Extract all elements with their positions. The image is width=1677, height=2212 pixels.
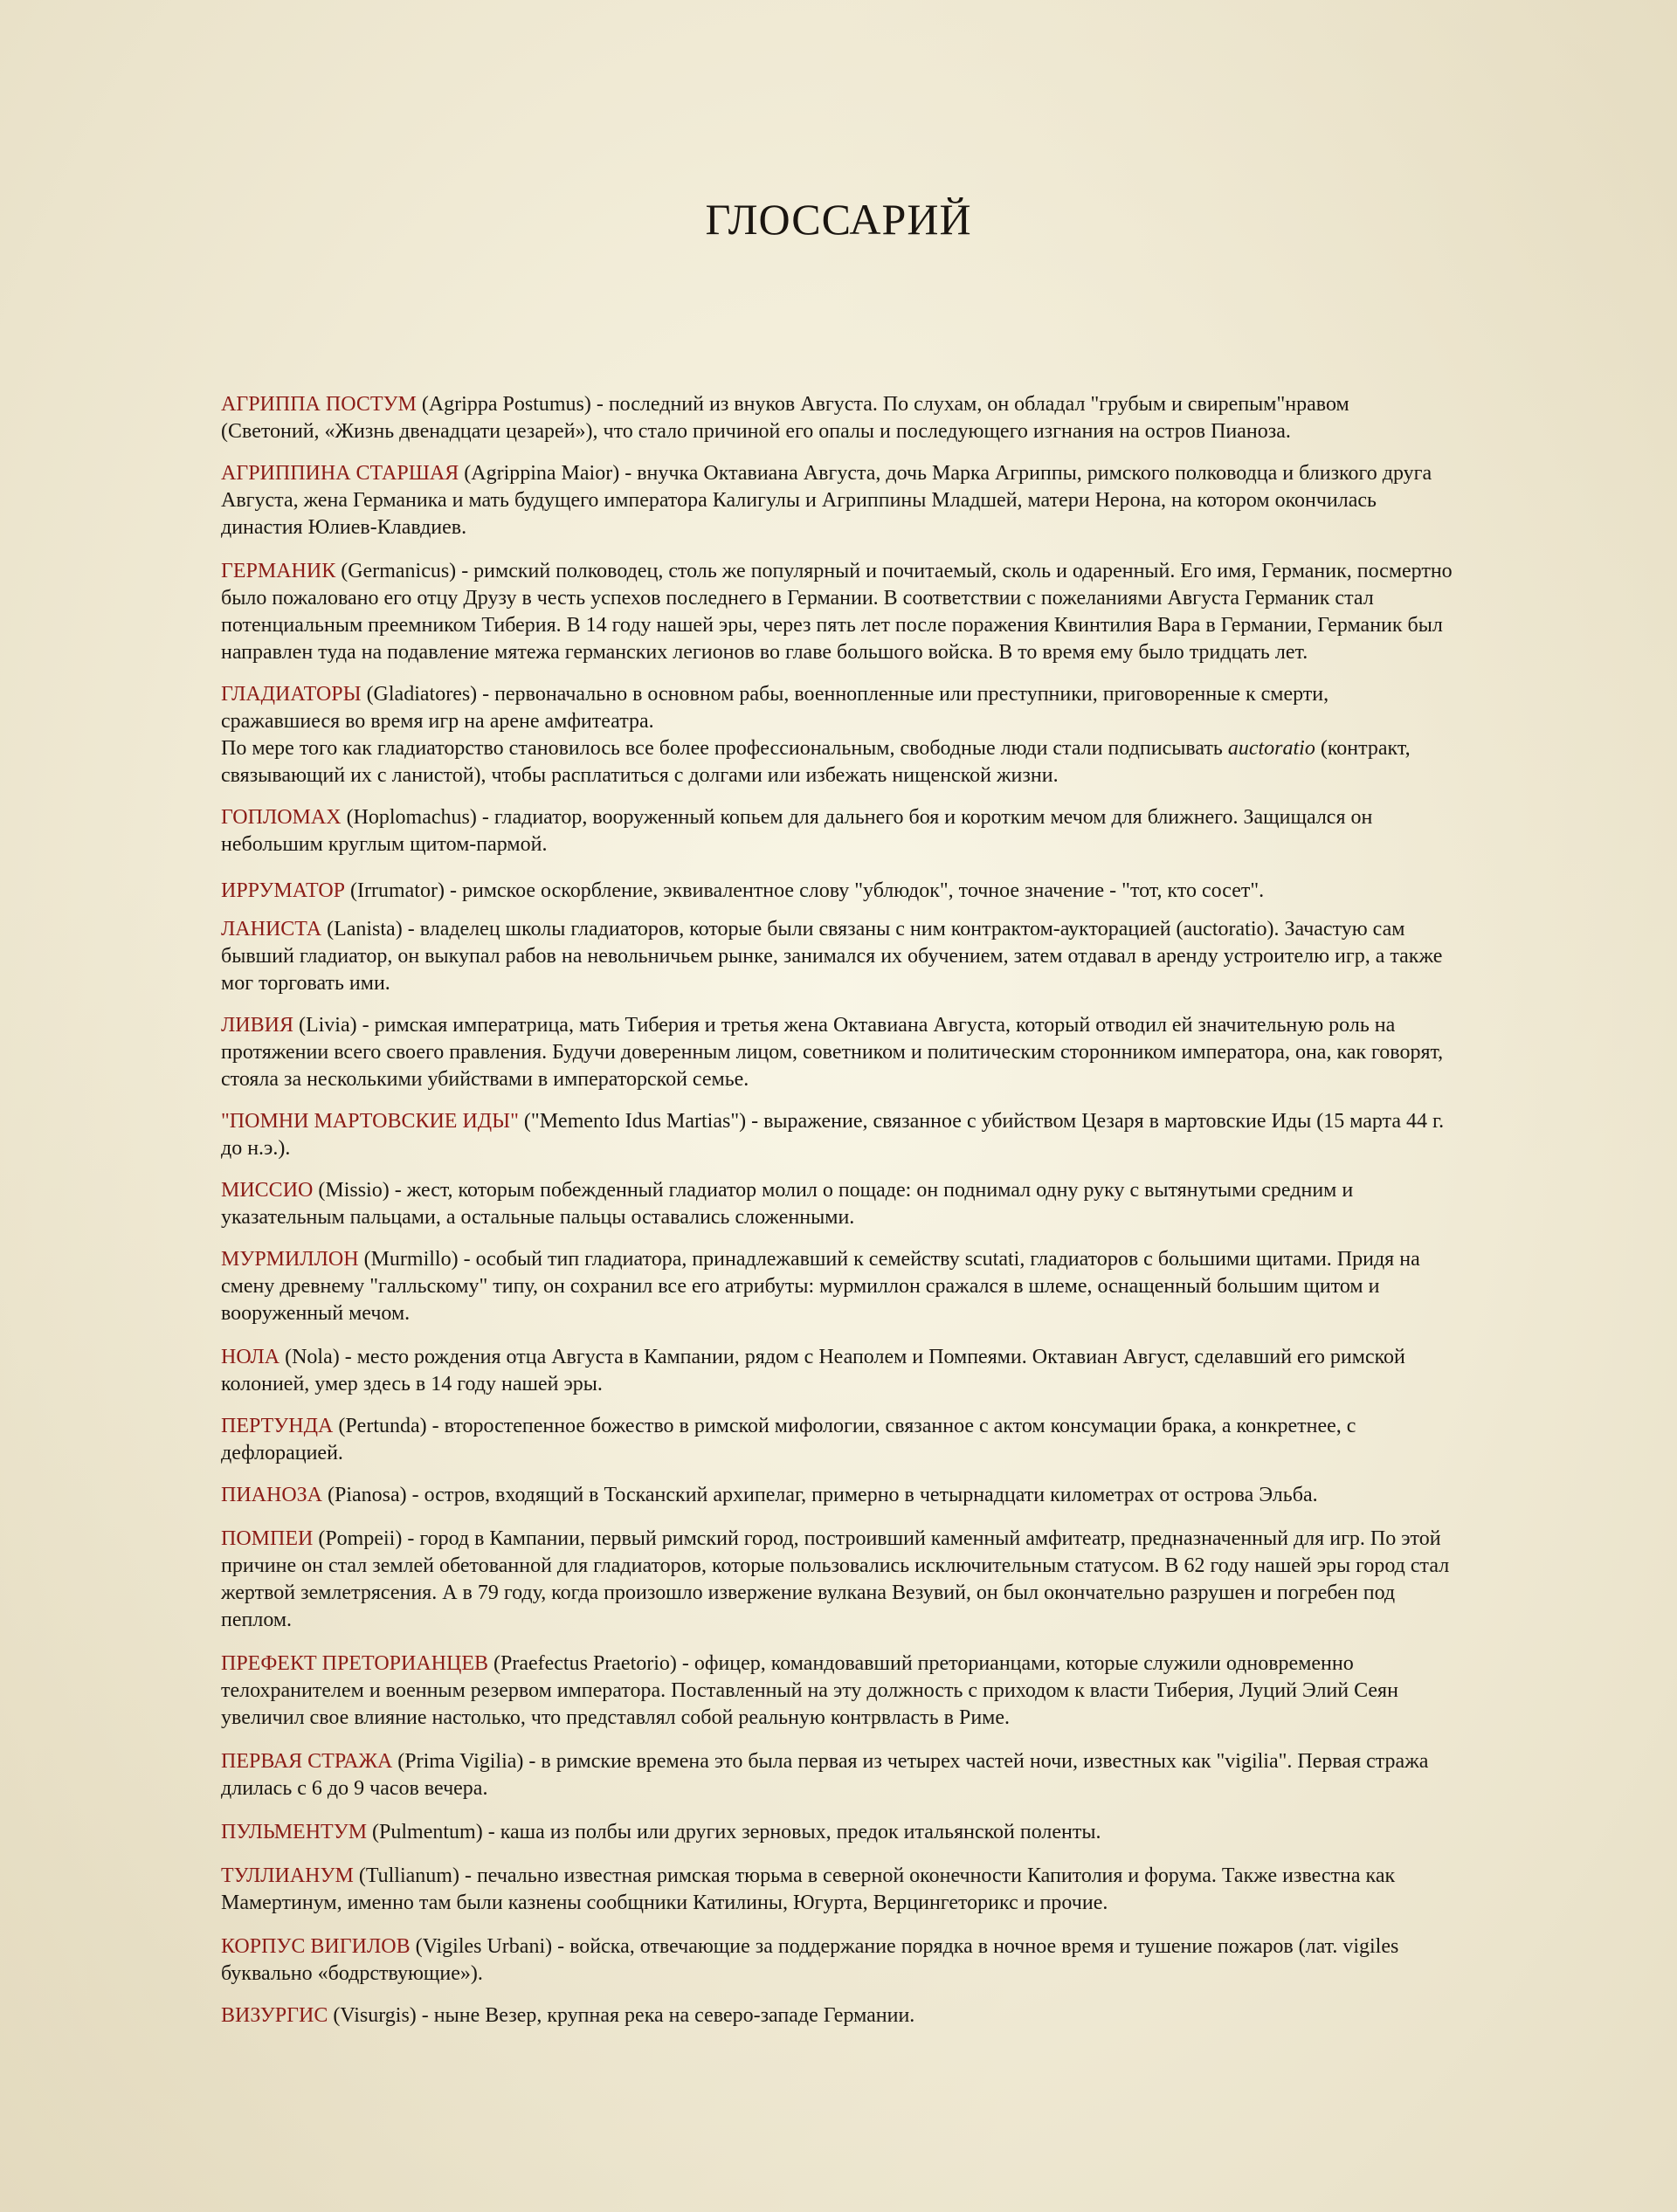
entry-term: ЛИВИЯ: [221, 1014, 293, 1037]
entry-latin: ("Memento Idus Martias"): [523, 1110, 747, 1133]
entry-term: НОЛА: [221, 1346, 280, 1368]
entry-definition: - печально известная римская тюрьма в северной оконечности Капитолия и форума. Также известна как Мамертинум, именно там были казнены сообщники Катилины, Югурта, Верцингеторикс и прочие.: [221, 1864, 1396, 1914]
entry-term: ПУЛЬМЕНТУМ: [221, 1821, 368, 1843]
glossary-entry: [221, 1344, 1453, 1398]
entry-term: ГОПЛОМАХ: [221, 806, 342, 829]
glossary-entry: [221, 460, 1453, 541]
glossary-entry: [221, 916, 1453, 997]
entry-term: МУРМИЛЛОН: [221, 1248, 359, 1271]
entry-term: АГРИППИНА СТАРШАЯ: [221, 462, 459, 485]
entry-latin: (Agrippina Maior): [464, 462, 620, 485]
entry-latin: (Pianosa): [328, 1484, 407, 1506]
entry-definition: - римский полководец, столь же популярный и почитаемый, сколь и одаренный. Его имя, Германик, посмертно было пожаловано его отцу Друзу в честь успехов последнего в Германии. В соответствии с пожеланиями Августа Германик стал потенциальным преемником Тиберия. В 14 году нашей эры, через пять лет после поражения Квинтилия Вара в Германии, Германик был направлен туда на подавление мятежа германских легионов во главе большого войска. В то время ему было тридцать лет.: [221, 560, 1453, 664]
entry-latin: (Irrumator): [350, 879, 445, 902]
entry-latin: (Hoplomachus): [346, 806, 477, 829]
glossary-entry: [221, 558, 1453, 666]
glossary-entry: [221, 1108, 1453, 1162]
glossary-entry: [221, 2002, 1453, 2029]
entry-term: ПИАНОЗА: [221, 1484, 323, 1506]
entry-definition: - офицер, командовавший преторианцами, которые служили одновременно телохранителем и военным резервом императора. Поставленный на эту должность с приходом к власти Тиберия, Луций Элий Сеян увеличил свое влияние настолько, что представлял собой реальную контрвласть в Риме.: [221, 1652, 1398, 1729]
glossary-entry: [221, 1933, 1453, 1988]
entry-definition: - каша из полбы или других зерновых, предок итальянской поленты.: [487, 1821, 1101, 1843]
entry-latin: (Pulmentum): [372, 1821, 483, 1843]
entry-term: ПРЕФЕКТ ПРЕТОРИАНЦЕВ: [221, 1652, 488, 1675]
entry-italic-term: auctoratio: [1227, 737, 1315, 760]
glossary-entry: [221, 1650, 1453, 1732]
entry-definition-continued: (контракт, связывающий их с ланистой), чтобы расплатиться с долгами или избежать нищенской жизни.: [221, 737, 1411, 787]
entry-latin: (Praefectus Praetorio): [493, 1652, 677, 1675]
entry-term: ГЛАДИАТОРЫ: [221, 683, 362, 706]
glossary-entry: [221, 1012, 1453, 1093]
glossary-entry: [221, 804, 1453, 858]
entry-term: ГЕРМАНИК: [221, 560, 336, 582]
entry-definition: - место рождения отца Августа в Кампании, рядом с Неаполем и Помпеями. Октавиан Август, сделавший его римской колонией, умер здесь в 14 году нашей эры.: [221, 1346, 1405, 1395]
entry-latin: (Murmillo): [363, 1248, 459, 1271]
entry-latin: (Prima Vigilia): [397, 1750, 524, 1773]
entry-definition: - второстепенное божество в римской мифологии, связанное с актом консумации брака, а конкретнее, с дефлорацией.: [221, 1415, 1356, 1464]
entry-term: АГРИППА ПОСТУМ: [221, 393, 417, 416]
glossary-entry: [221, 1482, 1453, 1509]
entry-term: МИССИО: [221, 1179, 314, 1202]
entry-latin: (Lanista): [327, 918, 403, 941]
entry-term: КОРПУС ВИГИЛОВ: [221, 1935, 411, 1958]
entry-term: ПОМПЕИ: [221, 1527, 314, 1550]
entry-latin: (Livia): [298, 1014, 357, 1037]
entry-term: ТУЛЛИАНУМ: [221, 1864, 354, 1887]
entry-definition: - ныне Везер, крупная река на северо-западе Германии.: [421, 2004, 915, 2027]
entry-definition: - остров, входящий в Тосканский архипелаг, примерно в четырнадцати километрах от острова Эльба.: [411, 1484, 1318, 1506]
entry-latin: (Agrippa Postumus): [421, 393, 591, 416]
entry-definition: - римская императрица, мать Тиберия и третья жена Октавиана Августа, который отводил ей значительную роль на протяжении всего своего правления. Будучи доверенным лицом, советником и политическим сторонником императора, она, как говорят, стояла за несколькими убийствами в императорской семье.: [221, 1014, 1444, 1091]
entry-latin: (Pertunda): [338, 1415, 427, 1437]
entry-definition: - войска, отвечающие за поддержание порядка в ночное время и тушение пожаров (лат. vigiles буквально «бодрствующие»).: [221, 1935, 1399, 1985]
entry-definition-continued: По мере того как гладиаторство становилось все более профессиональным, свободные люди стали подписывать: [221, 737, 1223, 760]
entry-term: ПЕРТУНДА: [221, 1415, 334, 1437]
entry-definition: - гладиатор, вооруженный копьем для дальнего боя и коротким мечом для ближнего. Защищался он небольшим круглым щитом-пармой.: [221, 806, 1373, 856]
entry-definition: - римское оскорбление, эквивалентное слову "ублюдок", точное значение - "тот, кто сосет".: [449, 879, 1265, 902]
entry-definition: - город в Кампании, первый римский город, построивший каменный амфитеатр, предназначенный для игр. По этой причине он стал землей обетованной для гладиаторов, которые пользовались исключительным статусом. В 62 году нашей эры город стал жертвой землетрясения. А в 79 году, когда произошло извержение вулкана Везувий, он был окончательно разрушен и погребен под пеплом.: [221, 1527, 1450, 1631]
entry-latin: (Vigiles Urbani): [415, 1935, 553, 1958]
glossary-list: [221, 391, 1453, 2029]
entry-definition: - первоначально в основном рабы, военнопленные или преступники, приговоренные к смерти, сражавшиеся во время игр на арене амфитеатра.: [221, 683, 1329, 733]
glossary-entry: [221, 1863, 1453, 1917]
entry-latin: (Visurgis): [333, 2004, 417, 2027]
entry-latin: (Gladiatores): [366, 683, 478, 706]
entry-definition: - жест, которым побежденный гладиатор молил о пощаде: он поднимал одну руку с вытянутыми средним и указательным пальцами, а остальные пальцы оставались сложенными.: [221, 1179, 1354, 1229]
glossary-entry: [221, 1748, 1453, 1802]
entry-term: ПЕРВАЯ СТРАЖА: [221, 1750, 393, 1773]
entry-term: ВИЗУРГИС: [221, 2004, 328, 2027]
entry-definition: - последний из внуков Августа. По слухам, он обладал "грубым и свирепым"нравом (Светоний, «Жизнь двенадцати цезарей»), что стало причиной его опалы и последующего изгнания на остров Пианоза.: [221, 393, 1349, 443]
entry-term: "ПОМНИ МАРТОВСКИЕ ИДЫ": [221, 1110, 519, 1133]
entry-latin: (Nola): [285, 1346, 340, 1368]
entry-definition: - выражение, связанное с убийством Цезаря в мартовские Иды (15 марта 44 г. до н.э.).: [221, 1110, 1445, 1160]
entry-latin: (Tullianum): [358, 1864, 459, 1887]
entry-term: ЛАНИСТА: [221, 918, 322, 941]
glossary-entry: [221, 1526, 1453, 1634]
glossary-entry: [221, 391, 1453, 445]
entry-latin: (Germanicus): [341, 560, 457, 582]
glossary-entry: [221, 1819, 1453, 1846]
glossary-entry: [221, 1246, 1453, 1327]
entry-definition: - владелец школы гладиаторов, которые были связаны с ним контрактом-аукторацией (auctoratio). Зачастую сам бывший гладиатор, он выкупал рабов на невольничьем рынке, занимался их обучением, затем отдавал в аренду устроителю игр, а также мог торговать ими.: [221, 918, 1443, 995]
glossary-entry: [221, 681, 1453, 789]
entry-definition: - внучка Октавиана Августа, дочь Марка Агриппы, римского полководца и близкого друга Августа, жена Германика и мать будущего императора Калигулы и Агриппины Младшей, матери Нерона, на котором окончилась династия Юлиев-Клавдиев.: [221, 462, 1432, 539]
entry-latin: (Missio): [318, 1179, 390, 1202]
entry-latin: (Pompeii): [318, 1527, 403, 1550]
glossary-entry: [221, 1177, 1453, 1231]
page-title: ГЛОССАРИЙ: [705, 194, 972, 244]
glossary-entry: [221, 1413, 1453, 1467]
entry-definition: - в римские времена это была первая из четырех частей ночи, известных как "vigilia". Первая стража длилась с 6 до 9 часов вечера.: [221, 1750, 1429, 1800]
entry-definition: - особый тип гладиатора, принадлежавший к семейству scutati, гладиаторов с большими щитами. Придя на смену древнему "галльскому" типу, он сохранил все его атрибуты: мурмиллон сражался в шлеме, оснащенный большим щитом и вооруженный мечом.: [221, 1248, 1420, 1325]
entry-term: ИРРУМАТОР: [221, 879, 346, 902]
glossary-entry: [221, 878, 1453, 905]
